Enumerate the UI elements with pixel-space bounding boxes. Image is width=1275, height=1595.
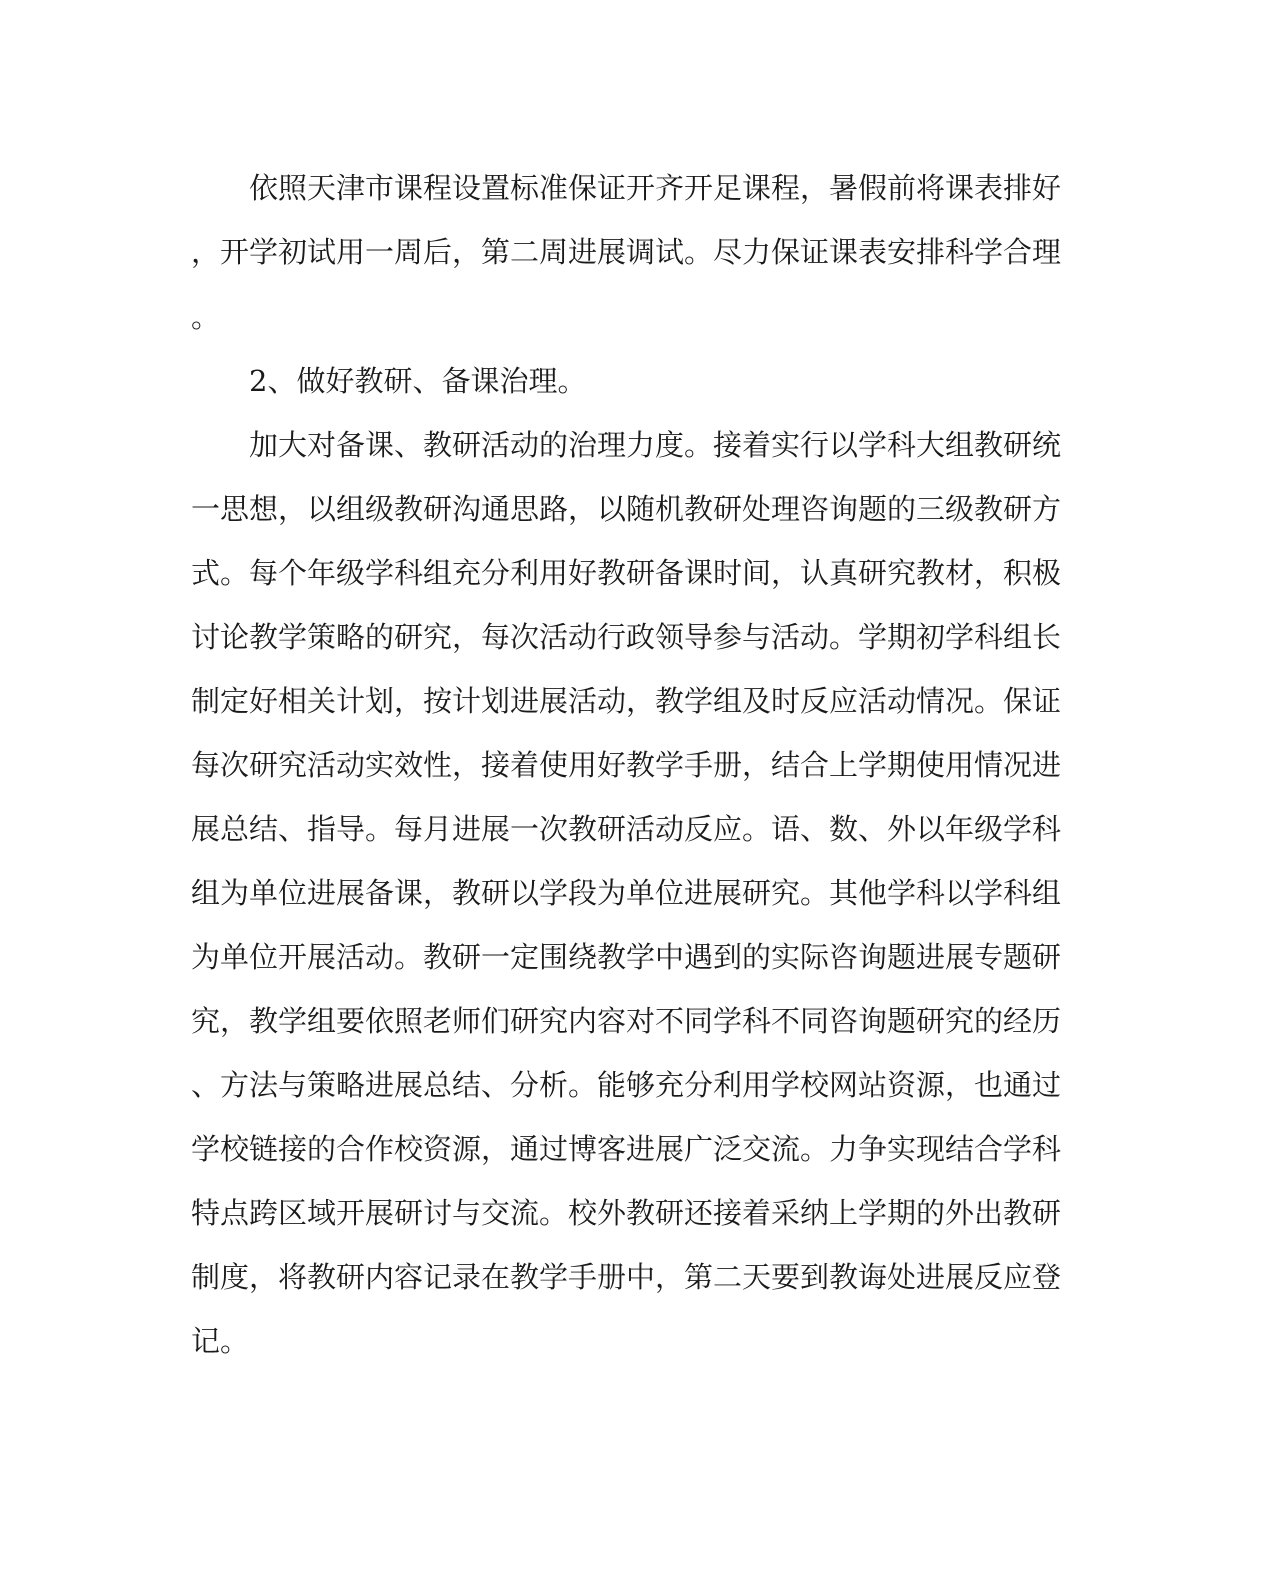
paragraph-2-line-6: 每次研究活动实效性，接着使用好教学手册，结合上学期使用情况进 [191, 748, 1062, 782]
paragraph-2-line-5: 制定好相关计划，按计划进展活动，教学组及时反应活动情况。保证 [191, 684, 1062, 718]
paragraph-2-line-12: 学校链接的合作校资源，通过博客进展广泛交流。力争实现结合学科 [191, 1132, 1062, 1166]
paragraph-2-line-7: 展总结、指导。每月进展一次教研活动反应。语、数、外以年级学科 [191, 812, 1062, 846]
paragraph-2-line-3: 式。每个年级学科组充分利用好教研备课时间，认真研究教材，积极 [191, 556, 1062, 590]
paragraph-2-line-15: 记。 [191, 1324, 250, 1358]
paragraph-1-line-1: 依照天津市课程设置标准保证开齐开足课程，暑假前将课表排好 [249, 171, 1062, 205]
paragraph-2-line-10: 究，教学组要依照老师们研究内容对不同学科不同咨询题研究的经历 [191, 1004, 1062, 1038]
section-heading: 2、做好教研、备课治理。 [249, 364, 587, 398]
paragraph-2-line-4: 讨论教学策略的研究，每次活动行政领导参与活动。学期初学科组长 [191, 620, 1062, 654]
paragraph-2-line-1: 加大对备课、教研活动的治理力度。接着实行以学科大组教研统 [249, 428, 1062, 462]
paragraph-1-line-2: ，开学初试用一周后，第二周进展调试。尽力保证课表安排科学合理 [191, 235, 1062, 269]
paragraph-2-line-13: 特点跨区域开展研讨与交流。校外教研还接着采纳上学期的外出教研 [191, 1196, 1062, 1230]
paragraph-2-line-8: 组为单位进展备课，教研以学段为单位进展研究。其他学科以学科组 [191, 876, 1062, 910]
paragraph-2-line-11: 、方法与策略进展总结、分析。能够充分利用学校网站资源，也通过 [191, 1068, 1062, 1102]
paragraph-2-line-2: 一思想，以组级教研沟通思路，以随机教研处理咨询题的三级教研方 [191, 492, 1062, 526]
paragraph-2-line-9: 为单位开展活动。教研一定围绕教学中遇到的实际咨询题进展专题研 [191, 940, 1062, 974]
paragraph-2-line-14: 制度，将教研内容记录在教学手册中，第二天要到教诲处进展反应登 [191, 1260, 1062, 1294]
paragraph-1-line-3: 。 [191, 300, 221, 334]
